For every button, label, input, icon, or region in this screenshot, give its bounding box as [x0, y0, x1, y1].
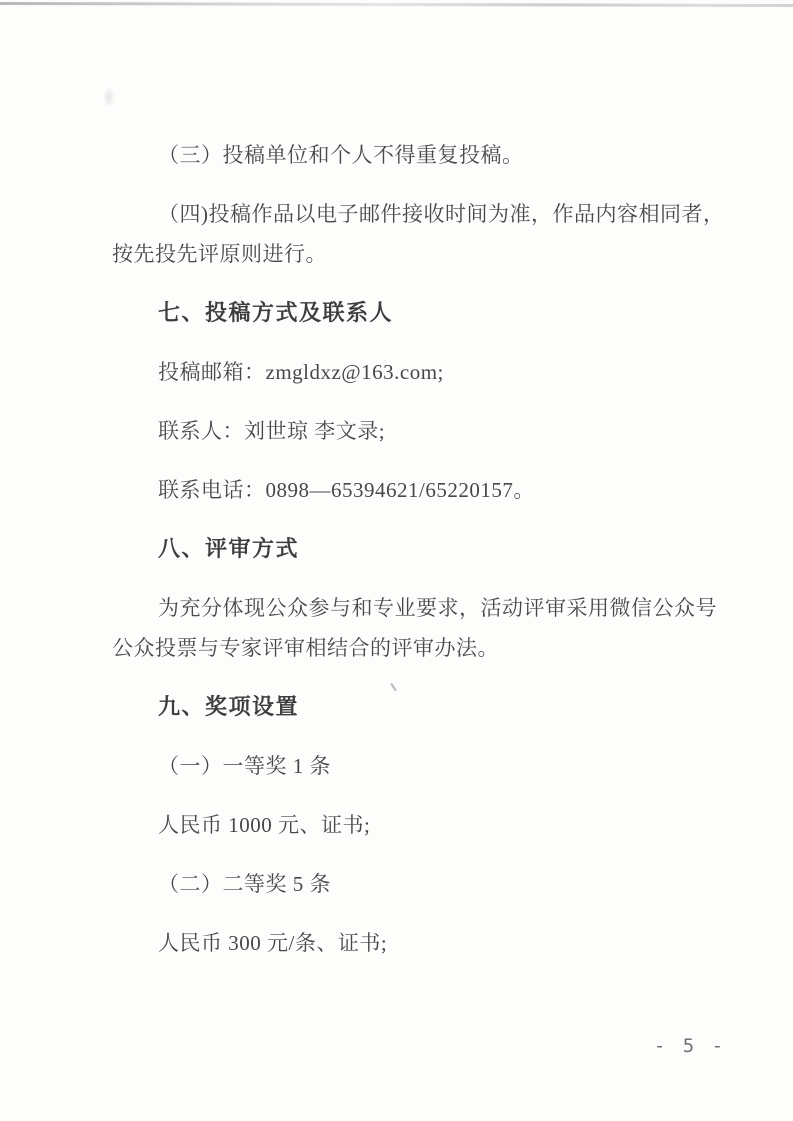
clause-4-line-2: 按先投先评原则进行。 [112, 242, 327, 266]
contact-person-line: 联系人：刘世琼 李文录; [158, 419, 386, 443]
clause-4-line-1: （四)投稿作品以电子邮件接收时间为准，作品内容相同者， [158, 202, 725, 226]
page-number: - 5 - [653, 1035, 727, 1057]
scan-smudge [103, 86, 115, 108]
section-9-heading: 九、奖项设置 [158, 694, 300, 719]
section-8-heading: 八、评审方式 [158, 536, 300, 561]
review-paragraph-line-2: 公众投票与专家评审相结合的评审办法。 [112, 636, 499, 660]
contact-phone-line: 联系电话：0898—65394621/65220157。 [158, 478, 535, 502]
clause-3: （三）投稿单位和个人不得重复投稿。 [158, 143, 524, 167]
section-7-heading: 七、投稿方式及联系人 [158, 300, 394, 325]
scan-edge-artifact [0, 2, 793, 7]
award-first-prize-title: （一）一等奖 1 条 [158, 754, 331, 778]
submission-email-line: 投稿邮箱：zmgldxz@163.com; [158, 360, 444, 384]
review-paragraph-line-1: 为充分体现公众参与和专业要求，活动评审采用微信公众号 [158, 596, 717, 620]
award-second-prize-title: （二）二等奖 5 条 [158, 872, 331, 896]
document-body [112, 140, 725, 958]
award-second-prize-detail: 人民币 300 元/条、证书; [158, 931, 388, 955]
award-first-prize-detail: 人民币 1000 元、证书; [158, 813, 371, 837]
